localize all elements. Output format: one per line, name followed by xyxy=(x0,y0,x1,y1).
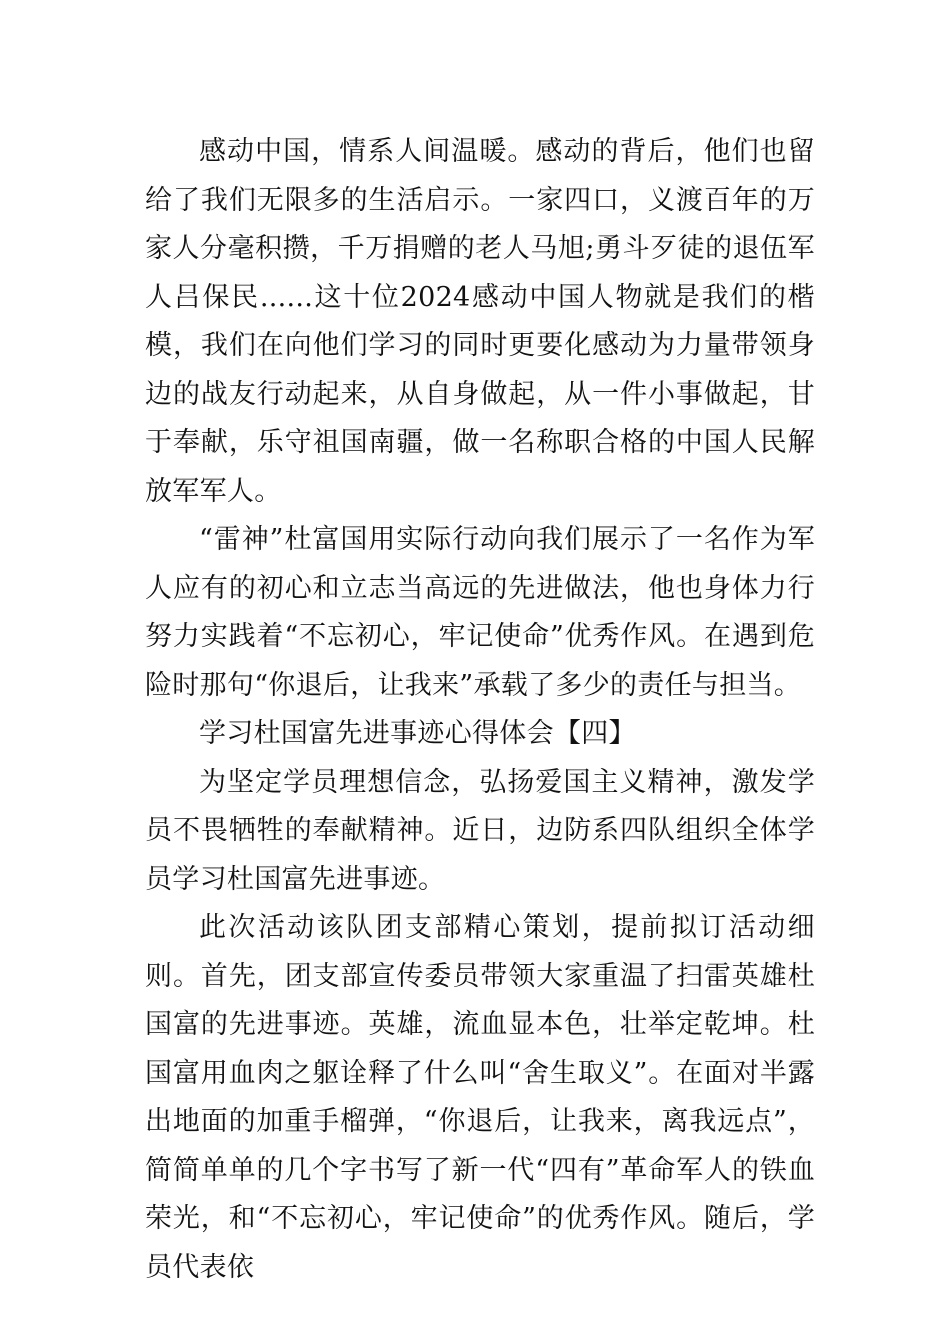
paragraph-activity-intro: 为坚定学员理想信念，弘扬爱国主义精神，激发学员不畏牺牲的奉献精神。近日，边防系四队组织全体学员学习杜国富先进事迹。 xyxy=(145,766,815,895)
section-heading: 学习杜国富先进事迹心得体会【四】 xyxy=(199,718,636,749)
paragraph-touching-china: 感动中国，情系人间温暖。感动的背后，他们也留给了我们无限多的生活启示。一家四口，义渡百年的万家人分毫积攒，千万捐赠的老人马旭;勇斗歹徒的退伍军人吕保民......这十位2024感动中国人物就是我们的楷模，我们在向他们学习的同时更要化感动为力量带领身边的战友行动起来，从自身做起，从一件小事做起，甘于奉献，乐守祖国南疆，做一名称职合格的中国人民解放军军人。 xyxy=(145,136,815,507)
paragraph-thunder-god: “雷神”杜富国用实际行动向我们展示了一名作为军人应有的初心和立志当高远的先进做法，他也身体力行努力实践着“不忘初心，牢记使命”优秀作风。在遇到危险时那句“你退后，让我来”承载了多少的责任与担当。 xyxy=(145,524,815,701)
document-body xyxy=(145,128,815,1292)
paragraph-activity-details: 此次活动该队团支部精心策划，提前拟订活动细则。首先，团支部宣传委员带领大家重温了扫雷英雄杜国富的先进事迹。英雄，流血显本色，壮举定乾坤。杜国富用血肉之躯诠释了什么叫“舍生取义”。在面对半露出地面的加重手榴弹，“你退后，让我来，离我远点”，简简单单的几个字书写了新一代“四有”革命军人的铁血荣光，和“不忘初心，牢记使命”的优秀作风。随后，学员代表依 xyxy=(145,912,815,1283)
